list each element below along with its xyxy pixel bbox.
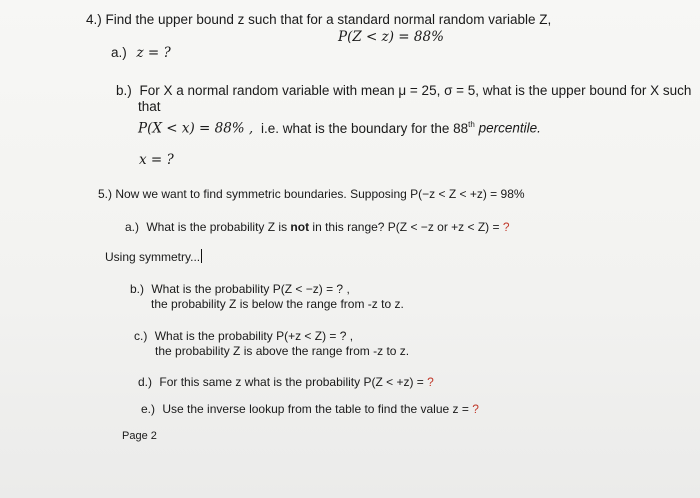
q5e-item <box>141 401 479 417</box>
using-symmetry-text: Using symmetry... <box>105 250 201 264</box>
q5e-text: Use the inverse lookup from the table to find the value z = <box>162 402 469 416</box>
q4a-expr: z = ? <box>136 45 171 61</box>
q4b-text2: that <box>138 99 161 114</box>
page-number: Page 2 <box>122 430 157 442</box>
q5e-question-mark: ? <box>472 402 479 416</box>
using-symmetry <box>105 249 202 265</box>
text-cursor[interactable] <box>201 249 202 263</box>
q5a-label: a.) <box>125 220 140 234</box>
q5-heading: 5.) Now we want to find symmetric boundaries. Supposing P(−z < Z < +z) = 98% <box>98 187 525 201</box>
q5c-text: What is the probability P(+z < Z) = ? , <box>154 329 354 343</box>
q5c-item <box>134 328 353 344</box>
q5c-sub: the probability Z is above the range from -z to z. <box>155 344 410 358</box>
q4b-line3-sup: th <box>468 120 475 129</box>
q4-heading: 4.) Find the upper bound z such that for a standard normal random variable Z, <box>86 12 552 27</box>
q5d-item <box>138 374 434 390</box>
q4b-line3-text: i.e. what is the boundary for the 88 <box>260 120 469 136</box>
q5a-item <box>125 219 510 235</box>
q4b-label: b.) <box>116 83 132 98</box>
q4a-label: a.) <box>111 45 127 60</box>
q5a-text-pre: What is the probability Z is <box>146 220 288 234</box>
q5d-label: d.) <box>138 375 153 389</box>
q4-equation: P(Z < z) = 88% <box>338 29 444 45</box>
q5d-text: For this same z what is the probability P(Z < +z) = <box>159 375 424 389</box>
q5a-text-not: not <box>290 220 310 234</box>
q5b-label: b.) <box>130 282 145 296</box>
q5c-label: c.) <box>134 329 148 343</box>
q5a-text-post: in this range? P(Z < −z or +z < Z) = <box>312 220 500 234</box>
q4b-item <box>116 83 691 99</box>
q4b-line3-end: percentile. <box>478 120 541 136</box>
q4b-text: For X a normal random variable with mean μ = 25, σ = 5, what is the upper bound for X such <box>139 83 692 98</box>
q5a-question-mark: ? <box>502 220 510 234</box>
q5d-question-mark: ? <box>427 375 434 389</box>
q4b-line3-expr: P(X < x) = 88% , <box>138 120 254 137</box>
q5b-item <box>130 281 350 297</box>
q5b-sub: the probability Z is below the range from -z to z. <box>151 297 404 311</box>
q4b-answer: x = ? <box>139 152 174 168</box>
q4b-line3 <box>138 117 541 137</box>
q4a-item <box>111 45 171 61</box>
q5e-label: e.) <box>141 402 156 416</box>
q5b-text: What is the probability P(Z < −z) = ? , <box>151 282 350 296</box>
